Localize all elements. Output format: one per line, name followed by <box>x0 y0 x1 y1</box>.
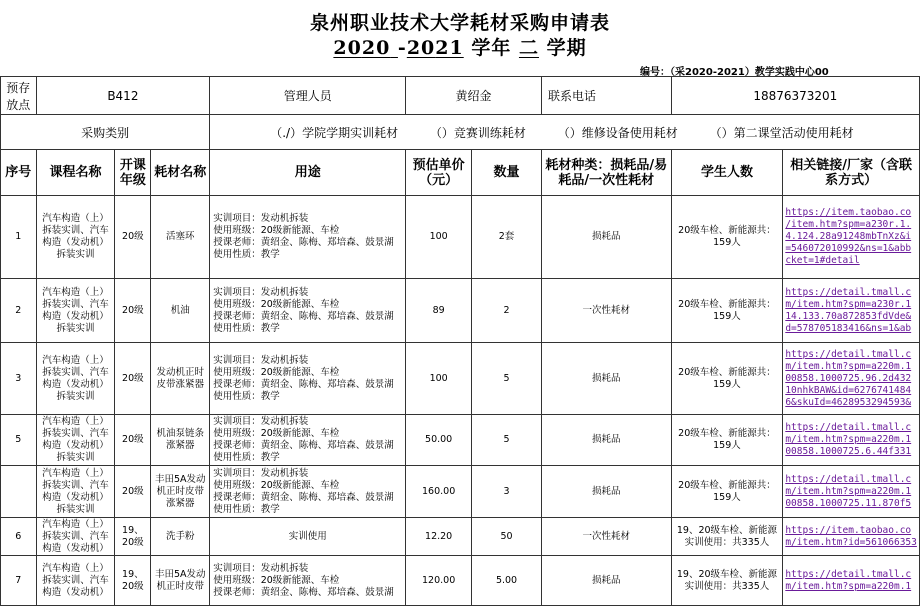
site-value: B412 <box>36 77 210 115</box>
site-label: 预存放点 <box>1 77 37 115</box>
consumable-kind: 一次性耗材 <box>541 279 671 343</box>
grade: 19、20级 <box>115 556 151 606</box>
header-cell: 数量 <box>472 150 542 196</box>
item-name: 发动机正时皮带涨紧器 <box>151 343 210 415</box>
supplier-link[interactable] <box>783 196 920 279</box>
link-line[interactable]: m/item.htm?id=561066353 <box>785 536 917 548</box>
category-option-1[interactable]: （./）学院学期实训耗材 <box>270 125 399 140</box>
usage-line: 使用性质：教学 <box>213 452 280 463</box>
year-prefix: 20 <box>333 37 362 59</box>
usage-line: 使用性质：教学 <box>213 503 280 515</box>
usage-line: 实训项目：发动机拆装 <box>213 213 309 224</box>
grade: 19、20级 <box>115 518 151 556</box>
quantity: 2 <box>472 279 542 343</box>
unit-price: 12.20 <box>406 518 472 556</box>
usage-line: 授课老师：黄绍金、陈梅、郑培森、鼓景湖 <box>213 310 394 322</box>
form-title: 泉州职业技术大学耗材采购申请表 <box>309 12 610 34</box>
usage-line: 使用班级：20级新能源、车检 <box>213 298 340 310</box>
usage-line: 授课老师：黄绍金、陈梅、郑培森、鼓景湖 <box>213 440 394 451</box>
consumable-kind: 损耗品 <box>541 556 671 606</box>
link-line[interactable]: 4.124.28a91248mbTnXz&i <box>785 231 912 242</box>
category-label: 采购类别 <box>1 115 210 150</box>
link-line[interactable]: =546072010992&ns=1&abb <box>785 243 912 254</box>
category-row <box>1 115 920 150</box>
course-name: 汽车构造（上）拆装实训、汽车构造（发动机）拆装实训 <box>36 279 115 343</box>
student-count: 20级车检、新能源共：159人 <box>671 279 783 343</box>
quantity: 5 <box>472 415 542 466</box>
table-body <box>1 196 920 606</box>
grade: 20级 <box>115 415 151 466</box>
usage-line: 授课老师：黄绍金、陈梅、郑培森、鼓景湖 <box>213 491 394 503</box>
header-cell: 学生人数 <box>671 150 783 196</box>
item-name: 洗手粉 <box>151 518 210 556</box>
student-count: 20级车检、新能源共：159人 <box>671 466 783 518</box>
quantity: 3 <box>472 466 542 518</box>
supplier-link[interactable] <box>783 518 920 556</box>
academic-year-line: 2020 -2021 学年 二 学期 <box>333 37 587 59</box>
usage-line: 使用班级：20级新能源、车检 <box>213 366 340 378</box>
link-line[interactable]: /item.htm?spm=a230r.1. <box>785 219 912 230</box>
usage <box>210 415 406 466</box>
category-option-2[interactable]: （）竞赛训练耗材 <box>429 125 526 140</box>
procurement-table <box>0 76 920 606</box>
header-cell: 开课年级 <box>115 150 151 196</box>
header-cell: 耗材名称 <box>151 150 210 196</box>
header-cell: 用途 <box>210 150 406 196</box>
table-row <box>1 343 920 415</box>
course-name: 汽车构造（上）拆装实训、汽车构造（发动机）拆装实训 <box>36 415 115 466</box>
row-number: 3 <box>1 343 37 415</box>
link-line[interactable]: m/item.htm?spm=a220m.1 <box>785 485 912 497</box>
link-line[interactable]: m/item.htm?spm=a230r.1 <box>785 298 912 310</box>
usage <box>210 343 406 415</box>
usage-line: 使用班级：20级新能源、车检 <box>213 225 340 236</box>
quantity: 50 <box>472 518 542 556</box>
usage-line: 授课老师：黄绍金、陈梅、郑培森、鼓景湖 <box>213 237 394 248</box>
row-number: 6 <box>1 518 37 556</box>
grade: 20级 <box>115 279 151 343</box>
usage-line: 使用班级：20级新能源、车检 <box>213 428 340 439</box>
year-end: 21 <box>435 37 464 59</box>
usage-line: 授课老师：黄绍金、陈梅、郑培森、鼓景湖 <box>213 586 394 598</box>
table-row <box>1 518 920 556</box>
table-row <box>1 556 920 606</box>
link-line[interactable]: 00858.1000725.11.870f5 <box>785 497 912 509</box>
usage <box>210 279 406 343</box>
link-line[interactable]: m/item.htm?spm=a220m.1 <box>785 360 912 372</box>
consumable-kind: 损耗品 <box>541 196 671 279</box>
usage-line: 使用性质：教学 <box>213 322 280 334</box>
course-name: 汽车构造（上）拆装实训、汽车构造（发动机） <box>36 518 115 556</box>
grade: 20级 <box>115 196 151 279</box>
grade: 20级 <box>115 343 151 415</box>
quantity: 5 <box>472 343 542 415</box>
link-line[interactable]: 00858.1000725.96.2d432 <box>785 372 912 384</box>
item-name: 机油 <box>151 279 210 343</box>
link-line[interactable]: 10nhkBAW&id=6276741484 <box>785 384 912 396</box>
row-number: 5 <box>1 415 37 466</box>
consumable-kind: 损耗品 <box>541 343 671 415</box>
semester: 二 <box>518 37 539 59</box>
header-row <box>1 150 920 196</box>
phone-label: 联系电话 <box>541 77 671 115</box>
table-row <box>1 466 920 518</box>
link-line[interactable]: https://item.taobao.co <box>785 524 912 536</box>
course-name: 汽车构造（上）拆装实训、汽车构造（发动机）拆装实训 <box>36 466 115 518</box>
usage-line: 使用班级：20级新能源、车检 <box>213 479 340 491</box>
row-number: 2 <box>1 279 37 343</box>
usage-line: 实训项目：发动机拆装 <box>213 416 309 427</box>
item-name: 机油泵链条涨紧器 <box>151 415 210 466</box>
link-line[interactable]: https://item.taobao.co <box>785 207 912 218</box>
category-option-3[interactable]: （）维修设备使用耗材 <box>557 125 678 140</box>
consumable-kind: 损耗品 <box>541 415 671 466</box>
usage <box>210 466 406 518</box>
manager-label: 管理人员 <box>210 77 406 115</box>
link-line[interactable]: https://detail.tmall.c <box>785 568 912 580</box>
supplier-link[interactable] <box>783 415 920 466</box>
course-name: 汽车构造（上）拆装实训、汽车构造（发动机） <box>36 556 115 606</box>
link-line[interactable]: https://detail.tmall.c <box>785 473 912 485</box>
row-number <box>1 466 37 518</box>
link-line[interactable]: https://detail.tmall.c <box>785 422 912 433</box>
year-start: 20 <box>361 37 391 59</box>
manager-value: 黄绍金 <box>406 77 542 115</box>
table-row <box>1 279 920 343</box>
unit-price: 100 <box>406 343 472 415</box>
usage <box>210 556 406 606</box>
unit-price: 100 <box>406 196 472 279</box>
supplier-link[interactable] <box>783 279 920 343</box>
info-row <box>1 77 920 115</box>
usage-line: 实训项目：发动机拆装 <box>213 286 309 298</box>
table-row <box>1 196 920 279</box>
usage-line: 实训项目：发动机拆装 <box>213 562 309 574</box>
consumable-kind: 损耗品 <box>541 466 671 518</box>
header-cell: 预估单价（元） <box>406 150 472 196</box>
header-cell: 耗材种类：损耗品/易耗品/一次性耗材 <box>541 150 671 196</box>
unit-price: 50.00 <box>406 415 472 466</box>
quantity: 2套 <box>472 196 542 279</box>
supplier-link[interactable] <box>783 556 920 606</box>
usage-line: 实训使用 <box>288 530 327 542</box>
course-name: 汽车构造（上）拆装实训、汽车构造（发动机）拆装实训 <box>36 196 115 279</box>
link-line[interactable]: https://detail.tmall.c <box>785 348 912 360</box>
usage-line: 实训项目：发动机拆装 <box>213 467 309 479</box>
link-line[interactable]: 00858.1000725.6.44f331 <box>785 446 912 457</box>
student-count: 19、20级车检、新能源实训使用：共335人 <box>671 556 783 606</box>
usage-line: 实训项目：发动机拆装 <box>213 354 309 366</box>
row-number: 7 <box>1 556 37 606</box>
consumable-kind: 一次性耗材 <box>541 518 671 556</box>
table-row <box>1 415 920 466</box>
header-cell: 序号 <box>1 150 37 196</box>
link-line[interactable]: 6&skuId=4628953294593& <box>785 396 912 408</box>
form-code: 编号：（采2020-2021）教学实践中心00 <box>640 67 829 78</box>
link-line[interactable]: https://detail.tmall.c <box>785 286 912 298</box>
student-count: 20级车检、新能源共：159人 <box>671 415 783 466</box>
unit-price: 160.00 <box>406 466 472 518</box>
usage-line: 授课老师：黄绍金、陈梅、郑培森、鼓景湖 <box>213 378 394 390</box>
unit-price: 89 <box>406 279 472 343</box>
student-count: 19、20级车检、新能源实训使用：共335人 <box>671 518 783 556</box>
item-name: 丰田5A发动机正时皮带涨紧器 <box>151 466 210 518</box>
grade: 20级 <box>115 466 151 518</box>
link-line[interactable]: 14.133.70a872853fdVde& <box>785 310 912 322</box>
header-cell: 课程名称 <box>36 150 115 196</box>
supplier-link[interactable] <box>783 343 920 415</box>
category-options <box>210 115 920 150</box>
quantity: 5.00 <box>472 556 542 606</box>
supplier-link[interactable] <box>783 466 920 518</box>
header-cell: 相关链接/厂家（含联系方式） <box>783 150 920 196</box>
student-count: 20级车检、新能源共：159人 <box>671 343 783 415</box>
usage-line: 使用班级：20级新能源、车检 <box>213 574 340 586</box>
course-name: 汽车构造（上）拆装实训、汽车构造（发动机）拆装实训 <box>36 343 115 415</box>
category-option-4[interactable]: （）第二课堂活动使用耗材 <box>709 125 854 140</box>
student-count: 20级车检、新能源共：159人 <box>671 196 783 279</box>
usage-line: 使用性质：教学 <box>213 249 280 260</box>
row-number: 1 <box>1 196 37 279</box>
item-name: 活塞环 <box>151 196 210 279</box>
unit-price: 120.00 <box>406 556 472 606</box>
usage <box>210 518 406 556</box>
link-line[interactable]: d=578705183416&ns=1&ab <box>785 322 912 334</box>
usage-line: 使用性质：教学 <box>213 390 280 402</box>
link-line[interactable]: m/item.htm?spm=a220m.1 <box>785 434 912 445</box>
link-line[interactable]: cket=1#detail <box>785 255 860 266</box>
usage <box>210 196 406 279</box>
item-name: 丰田5A发动机正时皮带 <box>151 556 210 606</box>
link-line[interactable]: m/item.htm?spm=a220m.1 <box>785 580 912 592</box>
phone-value: 18876373201 <box>671 77 919 115</box>
